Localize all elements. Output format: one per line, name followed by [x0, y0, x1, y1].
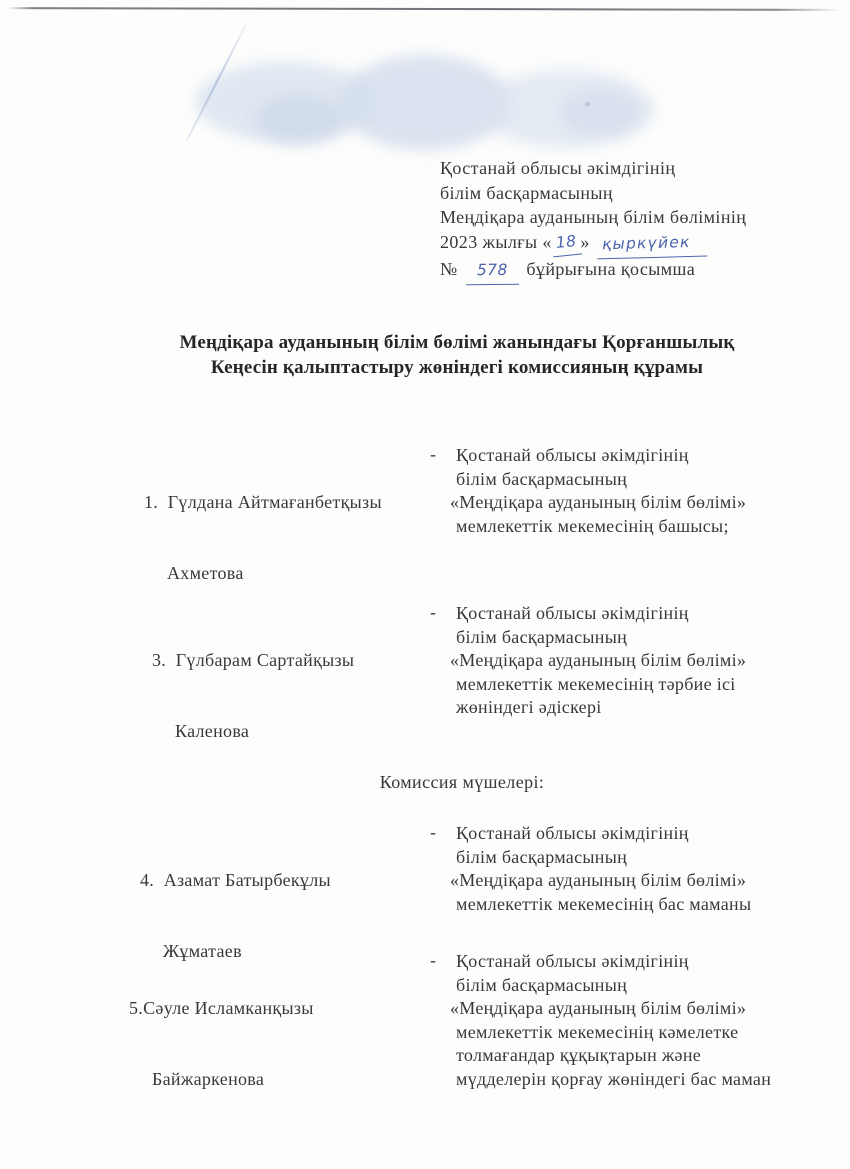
position-line: «Меңдіқара ауданының білім бөлімі» — [450, 650, 747, 670]
member-name-line1: 4. Азамат Батырбекұлы — [140, 870, 331, 890]
order-number-line — [440, 257, 746, 285]
handwritten-month: қыркүйек — [596, 229, 706, 258]
handwritten-order-number: 578 — [465, 258, 518, 285]
document-title — [32, 330, 850, 380]
position-line: «Меңдіқара ауданының білім бөлімі» — [450, 998, 747, 1018]
member-name — [129, 950, 314, 1138]
number-suffix: бұйрығына қосымша — [526, 259, 696, 280]
letterhead-bleedthrough — [255, 95, 345, 145]
member-position — [450, 444, 796, 538]
header-line: Қостанай облысы әкімдігінің — [440, 158, 676, 178]
position-line: Қостанай облысы әкімдігінің — [456, 603, 689, 623]
title-line-1: Меңдіқара ауданының білім бөлімі жанындағы Қорғаншылық — [179, 332, 735, 353]
scanner-edge-line — [8, 7, 840, 11]
member-name-line1: 5.Сәуле Исламканқызы — [129, 998, 314, 1018]
position-line: мемлекеттік мекемесінің кәмелетке — [456, 1021, 739, 1042]
header-line: Меңдіқара ауданының білім бөлімінің — [440, 207, 747, 228]
member-name-line2: Ахметова — [167, 562, 244, 583]
letterhead-bleedthrough — [560, 90, 640, 135]
member-position — [450, 602, 796, 720]
date-prefix: 2023 жылғы « — [440, 231, 552, 252]
scan-speck — [585, 102, 590, 106]
position-line: «Меңдіқара ауданының білім бөлімі» — [450, 492, 747, 512]
member-name-line2: Жұматаев — [163, 940, 242, 961]
position-line: Қостанай облысы әкімдігінің — [456, 823, 689, 843]
header-line: білім басқармасының — [440, 182, 613, 203]
member-position — [450, 822, 796, 916]
position-line: білім басқармасының — [456, 974, 628, 995]
member-name-line2: Байжаркенова — [152, 1068, 265, 1089]
order-reference-block — [440, 156, 746, 285]
position-line: мемлекеттік мекемесінің бас маманы — [456, 893, 752, 914]
dash-separator: - — [430, 602, 437, 622]
member-name-line1: 1. Гүлдана Айтмағанбетқызы — [144, 492, 382, 512]
position-line: мүдделерін қорғау жөніндегі бас маман — [456, 1068, 772, 1089]
position-line: білім басқармасының — [456, 846, 628, 867]
member-position — [450, 950, 796, 1091]
position-line: мемлекеттік мекемесінің башысы; — [456, 515, 729, 536]
section-heading: Комиссия мүшелері: — [379, 772, 545, 792]
position-line: «Меңдіқара ауданының білім бөлімі» — [450, 870, 747, 890]
dash-separator: - — [430, 444, 437, 464]
position-line: Қостанай облысы әкімдігінің — [456, 445, 689, 465]
dash-separator: - — [430, 822, 437, 842]
member-name-line1: 3. Гүлбарам Сартайқызы — [152, 650, 355, 670]
date-close-quote: » — [580, 231, 590, 252]
position-line: мемлекеттік мекемесінің тәрбие ісі — [456, 673, 736, 694]
member-name — [152, 602, 354, 790]
position-line: Қостанай облысы әкімдігінің — [456, 951, 689, 971]
position-line: білім басқармасының — [456, 626, 628, 647]
number-sign: № — [440, 259, 458, 280]
title-line-2: Кеңесін қалыптастыру жөніндегі комиссияның құрамы — [210, 357, 704, 378]
dash-separator: - — [430, 950, 437, 970]
position-line: білім басқармасының — [456, 468, 628, 489]
position-line: толмағандар құқықтарын және — [456, 1045, 702, 1065]
member-name-line2: Каленова — [175, 720, 250, 741]
handwritten-day: 18 — [550, 228, 581, 256]
order-date-line — [440, 230, 746, 258]
position-line: жөніндегі әдіскері — [456, 697, 602, 717]
